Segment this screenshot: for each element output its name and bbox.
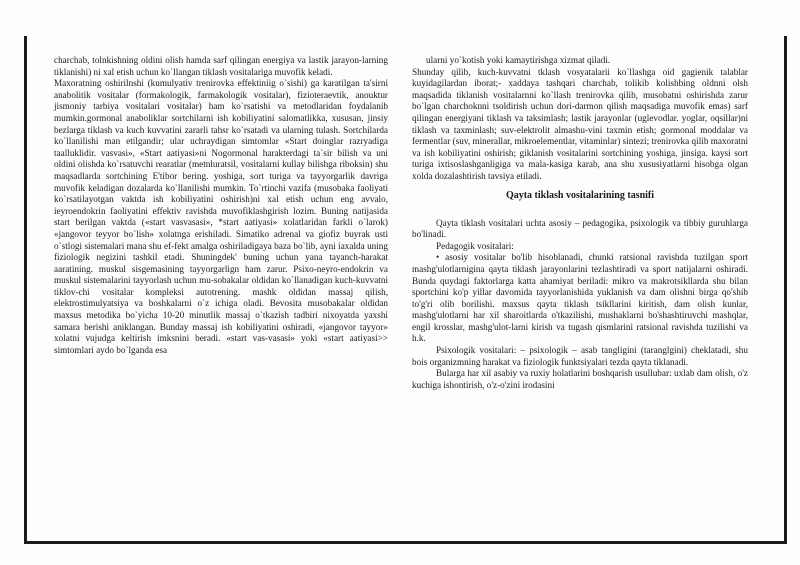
right-paragraph: Qayta tiklash vositalari uchta asosiy – pedagogika, psixologik va tibbiy guruhlarga bo'linadi. (412, 217, 748, 240)
right-paragraph: Psixologik vositalari: – psixologik – asab tangligini (taranglgini) cheklatadi, shu bois organizmning harakat va fiziologik funktsiyalari tezda qayta tiklanadi. (412, 345, 748, 367)
right-text-column (412, 55, 748, 391)
left-paragraph: Maxoratning oshirilnshi (kumulyativ trenirovka effektiniig o`sishi) ga karatilgan ta'sirni anabolitik vositalar (formakologik, farmakologik vositalar), fizioteraevtik, anouktur jismoniy tarbiya vositalari vositalar) ham ko`rsatishi va metodlaridan foydalanib mumkin.gormonal anaboliklar sortchilarni ish kobiliyatini salomatlikka, xususan, jinsiy bezlarga tiklash va kuch kuvvatini zararli tahsr ko`rsatadi va ularning tulash. Sortchilarda ko`llanilishi man etilgandir; ular uchraydigan simtomlar «Start doinglar razryadiga taalluklidir. vasvasi», «Start aatiyasi»ni Nogormonal harakterdagi ta`sir bilish va uni oldini olishda ko`rsatuvchi rearatlar (metnluratsil, vositalarni kullay bilishga riboksin) shu maqsadlarda sortchining E'tibor bering. yoshiga, sort turiga va tayyorgarlik davriga muvofik keladigan dozalarda ko`llanilishi mumkin. To`rtinchi vazifa (musobaka faoliyati ko`rsatilayotgan vaktda ish kobiliyatini oshirish)ni xal etish uchun eng avvalo, ieyroendokrin faoliyatini effektiv ravishda muvofiklashgirish lozim. Buning natijasida start berilgan vaktda («start vasvasasi», *start aatiyasi» xolatlaridan farkli o`larok) «jangovor teyyor bo`lish» xolatnga erishiladi. Simatiko adrenal va giofiz buyrak usti o`stlogi sistemalari mana shu ef-fekt amalga oshiriladigaya baza bo`lib, ayni iaxalda uning fiziologik negizini tashkil etadi. Shuningdek' buning uchun yana tayanch-harakat aaratining. muskul sisgemasining tayyorgarlign ham zarur. Psixo-neyro-endokrin va muskul sistemalarini tayyorlash uchun mu-sobakalar oldidan ko`llanadigan kuch-kuvvatni tiklov-chi vositalar kompleksi autotrening. mashk oldidan massaj qilish, elektrostimulyatsiya va boshkalarni o`z ichiga oladi. Bevosita musobakalar oldidan maxsus metodika bo`yicha 10-20 minutlik massaj o`tkazish tadbiri nixoyatda yaxshi samara berishi aniklangan. Bunday massaj ish kobiliyatini oshiradi, «jangovor tayyor» xolatni vujudga keltirish imksnini beradi. «start vas-vasasi» yoki «start aatiyasi>> simtomlari aydo bo`lganda esa (54, 78, 388, 355)
right-paragraph: ularni yo`kotish yoki kamaytirishga xizmat qiladi. (426, 55, 611, 65)
left-paragraph: charchab, tolnkishning oldini olish hamda sarf qilingan energiya va lastik jarayon-larning tiklanishi) ni xal etish uchun ko`llangan tiklash vositalariga muvofik keladi. (54, 55, 388, 77)
page-frame-left-border (24, 36, 27, 543)
section-title: Qayta tiklash vositalarining tasnifi (505, 189, 655, 201)
right-paragraph: Shunday qilib, kuch-kuvvatni tklash vosyatalarii ko`llashga oid gagienik talablar kuyidagilardan iborat;- xaddaya tashqari charchab, tolikib kolishbing oldnni olsh maqsadida tiklanish vositalarnni ko`llash trenirovka qilib, musobatni oshirishda zarur bo`lgan charchoknni tsoldirish uchun dori-darmon qilish maqsadiga muvofik emas) sarf qilingan energiyani tiklash va taksimlash; lastik jarayonlar (uglevodlar. yoglar, oqsillar)ni tiklash va taxminlash; suv-elektrolit almashu-vini taxmin etish; gormonal moddalar va fermentlar (suv, minerallar, mikroelementlar, vitaminlar) sintezi; trenirovka qilib maxoratni va ish kobiliyatini oshirish; giklanish vositalarini sortchining yoshiga, jinsiga. kaysi sort turiga ixtisoslashganligiga va mala-kasiga karab, ana shu xususiyatlarni hisobga olgan xolda dozalashtirish tavsiya etiladi. (412, 66, 748, 181)
left-text-column (54, 55, 388, 356)
page-frame-bottom-border (24, 541, 787, 544)
right-paragraph: Pedagogik vositalari: (436, 240, 514, 251)
right-paragraph: Bularga har xil asabiy va ruxiy holatlarini boshqarish usullubar: uxlab dam olish, o'z kuchiga ishontirish, o'z-o'zini irodasini (412, 368, 748, 390)
right-bullet-paragraph: • asosiy vositalar bo'lib hisoblanadi, chunki ratsional ravishda tuzilgan sport mashg'ulotlarnigina qayta tiklash jarayonlarini tezlashtiradi va sport natijalarni oshiradi. Bunda quydagi faktorlarga katta ahamiyat beriladi: mikro va makrotsikllarda shu bilan sportchini ko'p yillar davomida tayyorlanishida yuklanish va dam olishni birga qo'shib to'g'ri olib borilishi. maxsus qayta tiklash tsikllarini kiritish, dam olish kunlar, mashg'ulotlarni har xil sharoitlarda o'tkazilishi, mushaklarni bo'shashtiruvchi mashqlar, engil krosslar, mashg'ulot-larni kirish va tugash qismlarini ratsional ravishda tuzilishi va h.k. (412, 252, 748, 344)
page-frame-right-border (784, 36, 787, 544)
